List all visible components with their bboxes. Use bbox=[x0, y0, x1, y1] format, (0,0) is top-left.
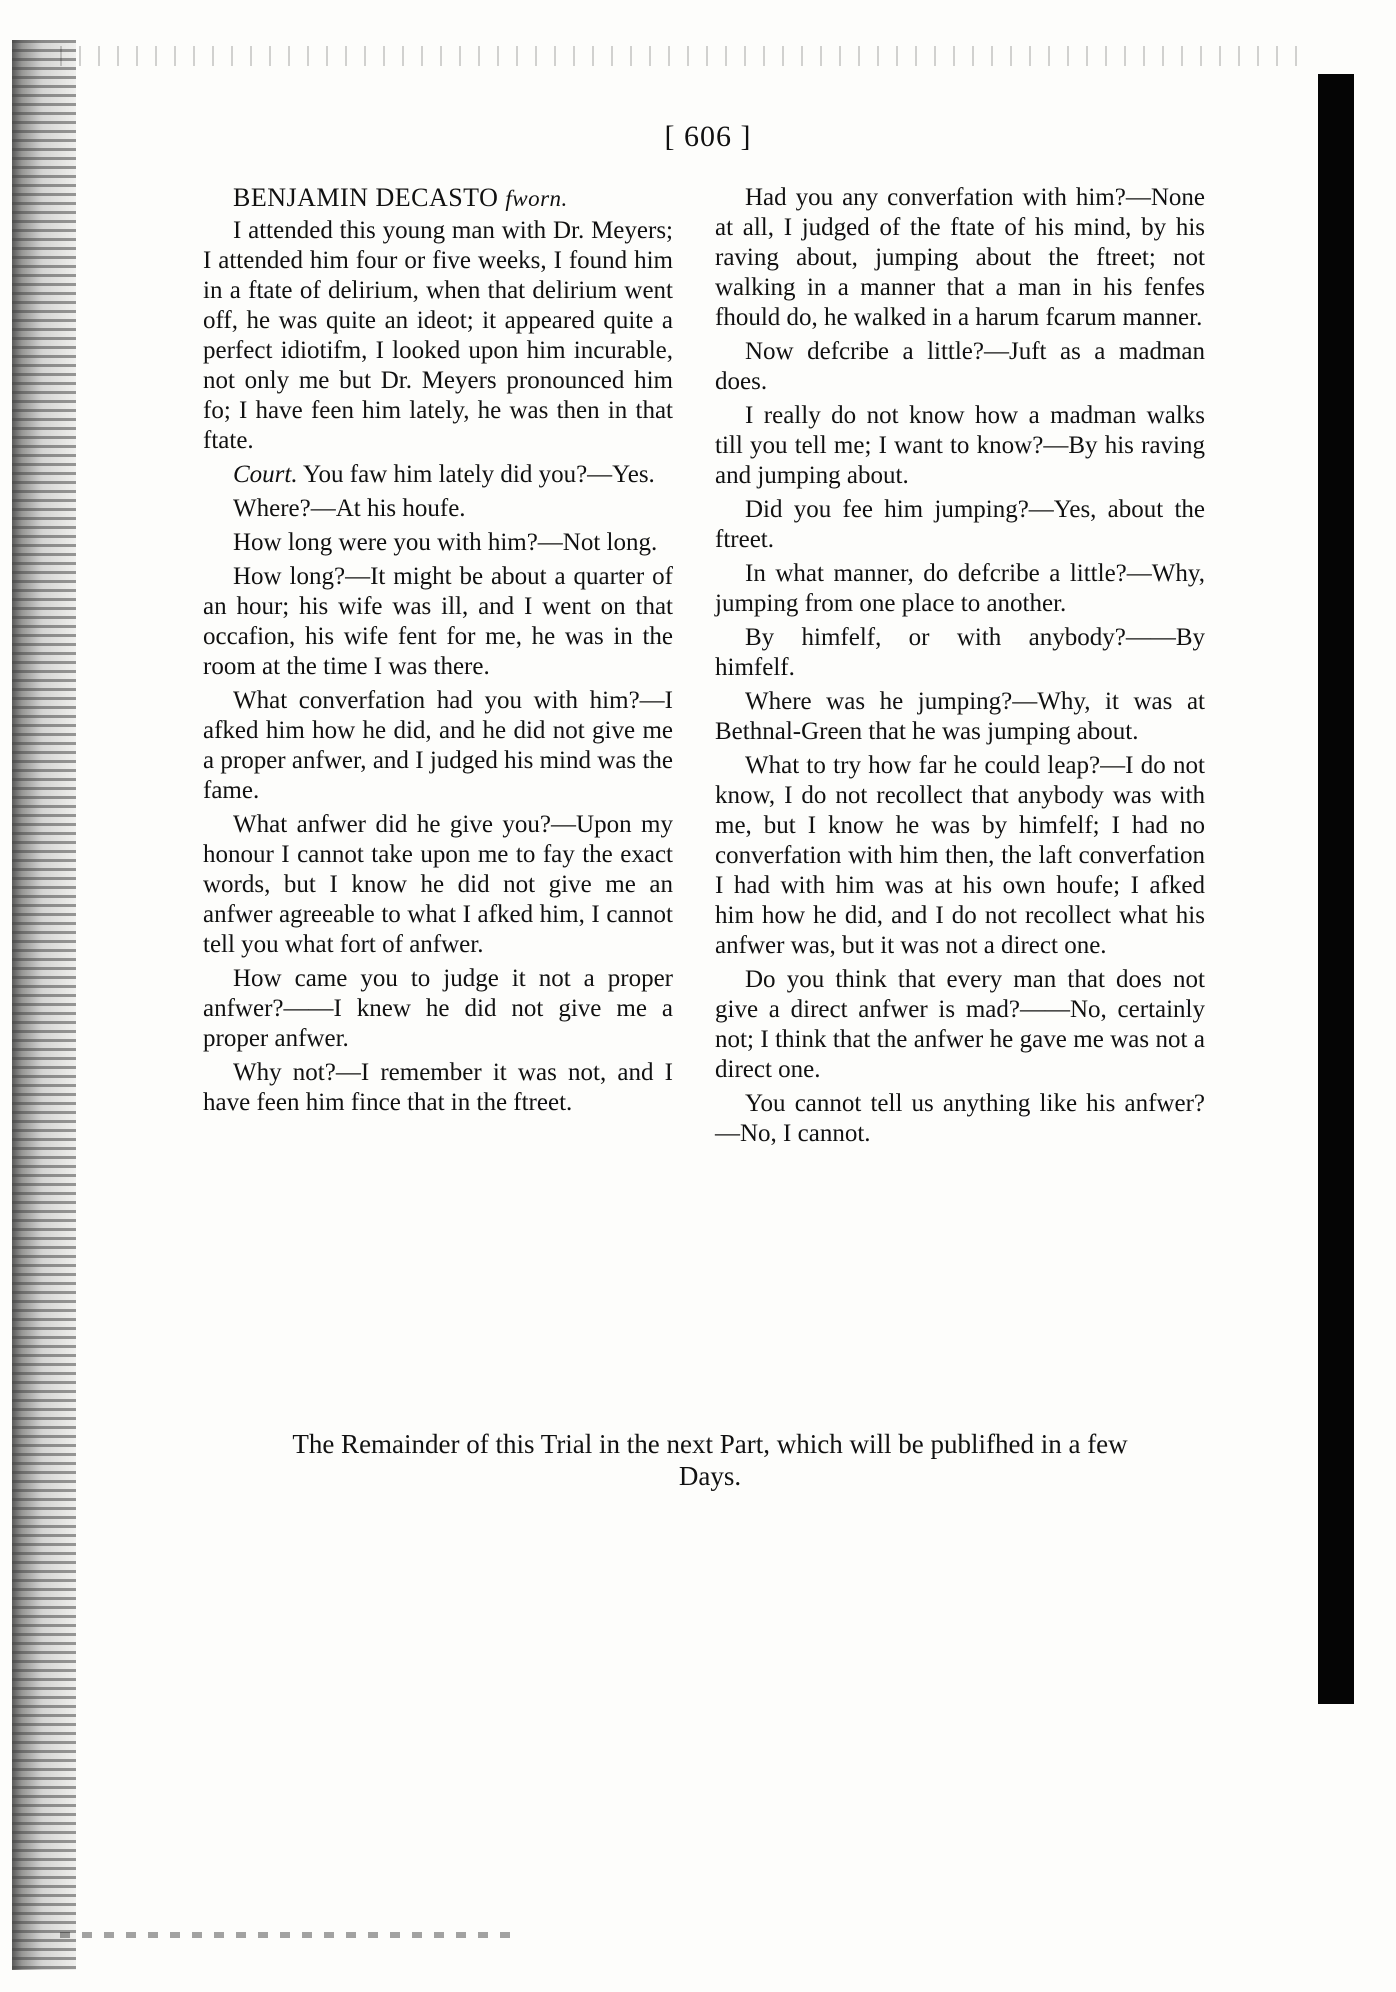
testimony-paragraph: I attended this young man with Dr. Meyers; I attended him four or five weeks, I found him in a ftate of delirium, when that delirium went off, he was quite an ideot; it appeared quite a perfect idiotifm, I looked upon him incurable, not only me but Dr. Meyers pronounced him fo; I have feen him lately, he was then in that ftate. bbox=[203, 217, 673, 454]
witness-name: BENJAMIN DECASTO bbox=[233, 183, 499, 212]
witness-heading bbox=[203, 183, 673, 214]
testimony-paragraph: Now defcribe a little?—Juft as a madman does. bbox=[715, 338, 1205, 395]
left-column bbox=[203, 183, 673, 1122]
testimony-paragraph: By himfelf, or with anybody?——By himfelf. bbox=[715, 624, 1205, 681]
page-edge-bar bbox=[1318, 74, 1354, 1704]
testimony-paragraph-court bbox=[203, 460, 673, 490]
testimony-text: You faw him lately did you?—Yes. bbox=[302, 461, 655, 488]
testimony-paragraph: How came you to judge it not a proper anfwer?——I knew he did not give me a proper anfwer. bbox=[203, 965, 673, 1052]
testimony-paragraph: What to try how far he could leap?—I do not know, I do not recollect that anybody was with me, but I know he was by himfelf; I had no converfation with him then, the laft converfation I had with him was at his own houfe; I afked him how he did, and I do not recollect what his anfwer was, but it was not a direct one. bbox=[715, 752, 1205, 959]
testimony-paragraph: Do you think that every man that does not give a direct anfwer is mad?——No, certainly not; I think that the anfwer he gave me was not a direct one. bbox=[715, 966, 1205, 1083]
right-column bbox=[715, 183, 1205, 1153]
page-number: [ 606 ] bbox=[664, 120, 752, 153]
testimony-paragraph: Had you any converfation with him?—None at all, I judged of the ftate of his mind, by his raving about, jumping about the ftreet; not walking in a manner that a man in his fenfes fhould do, he walked in a harum fcarum manner. bbox=[715, 184, 1205, 331]
scan-noise-top bbox=[60, 46, 1300, 66]
testimony-paragraph: In what manner, do defcribe a little?—Why, jumping from one place to another. bbox=[715, 560, 1205, 617]
testimony-paragraph: Did you fee him jumping?—Yes, about the ftreet. bbox=[715, 496, 1205, 553]
continuation-notice: The Remainder of this Trial in the next Part, which will be publifhed in a few Days. bbox=[292, 1429, 1128, 1491]
scan-noise-bottom bbox=[60, 1932, 520, 1938]
testimony-paragraph: How long?—It might be about a quarter of an hour; his wife was ill, and I went on that occafion, his wife fent for me, he was in the room at the time I was there. bbox=[203, 563, 673, 680]
testimony-paragraph: Why not?—I remember it was not, and I have feen him fince that in the ftreet. bbox=[203, 1059, 673, 1116]
witness-sworn-note: fworn. bbox=[505, 186, 568, 211]
testimony-paragraph: I really do not know how a madman walks till you tell me; I want to know?—By his raving and jumping about. bbox=[715, 402, 1205, 489]
court-speaker-label: Court. bbox=[233, 461, 298, 488]
testimony-paragraph: What converfation had you with him?—I afked him how he did, and he did not give me a proper anfwer, and I judged his mind was the fame. bbox=[203, 687, 673, 804]
testimony-paragraph: Where?—At his houfe. bbox=[233, 495, 466, 522]
binding-edge-shadow bbox=[12, 40, 76, 1970]
testimony-paragraph: What anfwer did he give you?—Upon my honour I cannot take upon me to fay the exact words, but I know he did not give me an anfwer agreeable to what I afked him, I cannot tell you what fort of anfwer. bbox=[203, 811, 673, 958]
testimony-paragraph: How long were you with him?—Not long. bbox=[233, 529, 658, 556]
testimony-paragraph: Where was he jumping?—Why, it was at Bethnal-Green that he was jumping about. bbox=[715, 688, 1205, 745]
testimony-paragraph: You cannot tell us anything like his anfwer?—No, I cannot. bbox=[715, 1090, 1205, 1147]
